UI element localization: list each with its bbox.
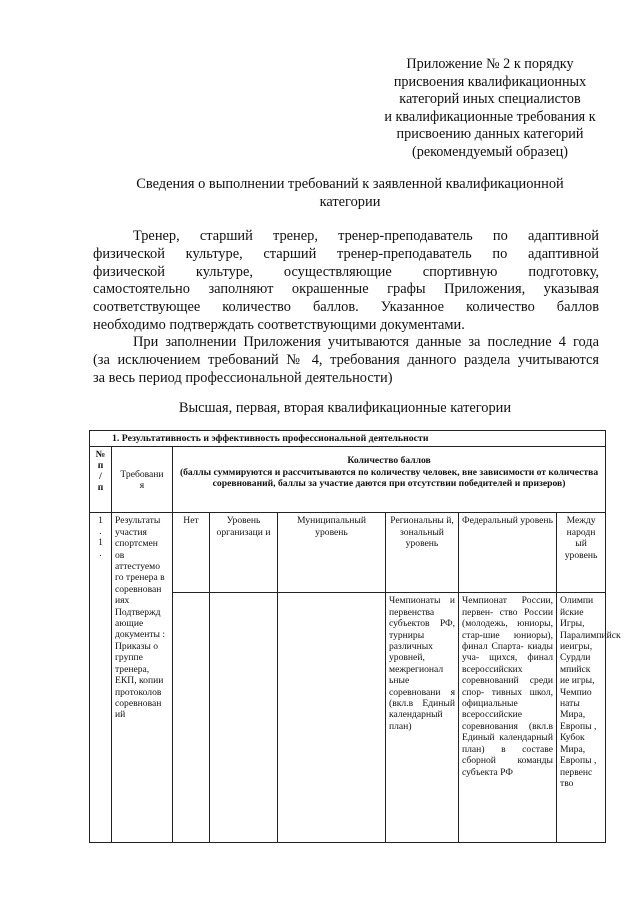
detail-municipal-cell (278, 593, 386, 843)
title-line-2: категории (319, 193, 381, 210)
section-title: 1. Результативность и эффективность профессиональной деятельности (90, 431, 606, 447)
paragraph1-line-4: самостоятельно заполняют окрашенные графы Приложения, указывая (93, 281, 599, 298)
instruction-paragraph-1 (93, 228, 599, 335)
level-regional: Региональны й, зональный уровень (386, 513, 459, 593)
paragraph2-line-2: (за исключением требований № 4, требования данного раздела учитываются (93, 351, 599, 368)
level-municipal: Муниципальный уровень (278, 513, 386, 593)
header-line-1: Приложение № 2 к порядку (406, 56, 574, 72)
paragraph1-line-1: Тренер, старший тренер, тренер-преподаватель по адаптивной (133, 228, 599, 244)
detail-federal: Чемпионат России, первен- ство России (молодежь, юниоры, стар-шие юниоры), финал Спарта- киады уча- щихся, финал всероссийских соревнований среди спор- тивных школ, официальные всероссийские соревнования (вкл.в Единый календарный план) в составе сборной команды субъекта РФ (459, 593, 557, 843)
document-title (80, 176, 620, 211)
points-header-title: Количество баллов (347, 455, 431, 467)
instruction-paragraph-2 (93, 334, 599, 387)
number-column-header: № п / п (90, 447, 112, 513)
paragraph2-line-3: за весь период профессиональной деятельности) (93, 369, 393, 386)
requirement-description: Результаты участия спортсмен ов аттестуемо го тренера в соревнован иях Подтвержд ающие документы : Приказы о группе тренера, ЕКП, копии протоколов соревнован ий (112, 513, 173, 843)
detail-none-cell (173, 593, 210, 843)
section-title-row (90, 431, 606, 447)
paragraph1-line-3: физической культуре, осуществляющие спортивную подготовку, (93, 263, 599, 280)
points-column-header (173, 447, 606, 513)
categories-subtitle: Высшая, первая, вторая квалификационные категории (178, 400, 512, 416)
header-line-4: и квалификационные требования к (384, 108, 596, 125)
requirements-column-header: Требовани я (112, 447, 173, 513)
title-line-1: Сведения о выполнении требований к заявленной квалификационной (136, 176, 564, 192)
paragraph1-line-2: физической культуре, старший тренер-преподаватель по адаптивной (93, 245, 599, 262)
level-organization: Уровень организаци и (210, 513, 278, 593)
points-header-note: (баллы суммируются и рассчитываются по количеству человек, вне зависимости от количества соревнований, баллы за участие даются при отсутствии победителей и призеров) (179, 466, 599, 490)
header-line-2: присвоения квалификационных (393, 73, 587, 90)
detail-regional: Чемпионаты и первенства субъектов РФ, турниры различных уровней, межрегионал ьные соревновани я (вкл.в Единый календарный план) (386, 593, 459, 843)
header-line-3: категорий иных специалистов (399, 91, 581, 107)
row-number: 1 . 1 . (90, 513, 112, 843)
paragraph1-line-5: соответствующее количество баллов. Указанное количество баллов (93, 299, 599, 316)
levels-row (90, 513, 606, 593)
detail-organization-cell (210, 593, 278, 843)
header-line-6: (рекомендуемый образец) (412, 143, 568, 160)
header-line-5: присвоению данных категорий (396, 126, 584, 142)
requirements-table (89, 430, 621, 843)
paragraph1-line-6: необходимо подтверждать соответствующими документами. (93, 316, 465, 333)
paragraph2-line-1: При заполнении Приложения учитываются данные за последние 4 года (133, 334, 599, 350)
table-header-row (90, 447, 606, 513)
level-international: Между народн ый уровень (557, 513, 606, 593)
level-none: Нет (173, 513, 210, 593)
detail-international: Олимпи йские Игры, Паралимпийск иеигры, Сурдли мпийск ие игры, Чемпио наты Мира, Европы , Кубок Мира, Европы , первенс тво (557, 593, 606, 843)
appendix-header (355, 56, 625, 161)
level-federal: Федеральный уровень (459, 513, 557, 593)
